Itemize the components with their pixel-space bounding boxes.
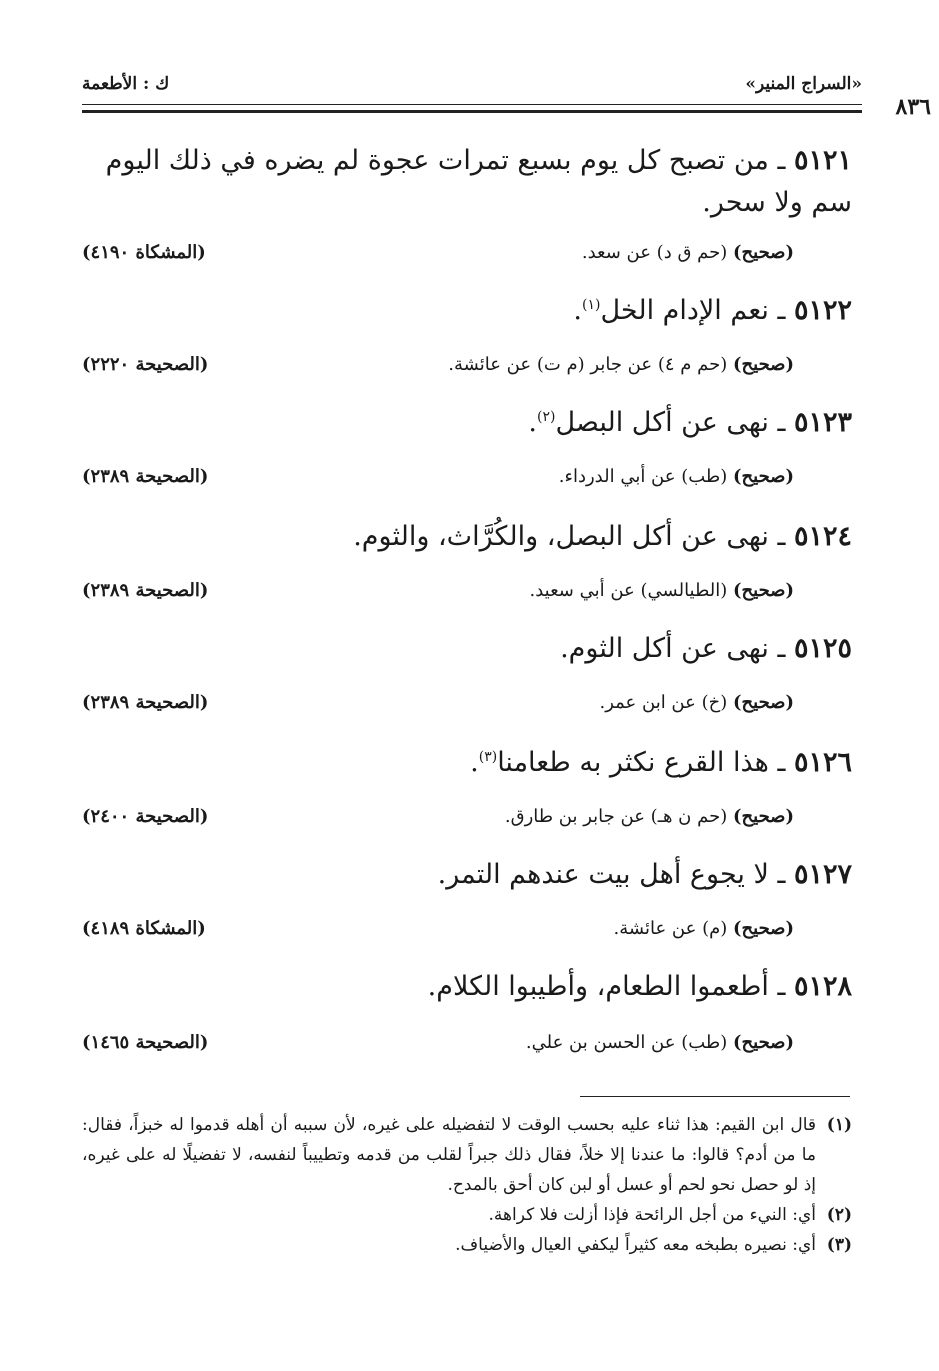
hadith-entry: ٥١٢٤ ـ نهى عن أكل البصل، والكُرَّاث، والثوم. [353,521,852,552]
chapter-title: ك : الأطعمة [82,74,170,94]
hadith-reference: (الصحيحة ٢٤٠٠) [82,806,209,827]
hadith-text: أطعموا الطعام، وأطيبوا الكلام. [427,971,769,1002]
hadith-entry: ٥١٢٦ ـ هذا القرع نكثر به طعامنا$^{(٣)}$. [470,747,852,778]
hadith-source: (صحيح) (طب) عن الحسن بن علي. [525,1032,794,1053]
hadith-source: (صحيح) (طب) عن أبي الدرداء. [558,466,794,487]
hadith-text: نهى عن أكل البصل [555,407,769,438]
hadith-text: نهى عن أكل الثوم. [560,633,769,664]
book-title: «السراج المنير» [745,74,862,94]
hadith-text: نعم الإدام الخل [600,295,769,326]
hadith-entry: ٥١٢٢ ـ نعم الإدام الخل$^{(١)}$. [573,295,852,326]
hadith-reference: (الصحيحة ٢٣٨٩) [82,692,209,713]
header-rule-thin [82,104,862,105]
hadith-entry: ٥١٢١ ـ من تصبح كل يوم بسبع تمرات عجوة لم يضره في ذلك اليوم سم ولا سحر. [105,145,852,218]
hadith-source: (صحيح) (حم ن هـ) عن جابر بن طارق. [504,806,794,827]
footnote [82,1110,852,1200]
hadith-text: نهى عن أكل البصل، والكُرَّاث، والثوم. [353,521,769,552]
hadith-entry: ٥١٢٧ ـ لا يجوع أهل بيت عندهم التمر. [437,859,852,890]
hadith-grade-row [82,354,794,384]
hadith-number: ٥١٢٦ [793,747,852,778]
hadith-entry: ٥١٢٨ ـ أطعموا الطعام، وأطيبوا الكلام. [427,971,852,1002]
footnotes [82,1110,852,1260]
hadith-text: من تصبح كل يوم بسبع تمرات عجوة لم يضره في ذلك اليوم سم ولا سحر. [105,145,852,218]
footnote-text: أي: النيء من أجل الرائحة فإذا أزلت فلا كراهة. [488,1205,816,1225]
hadith-grade-row [82,580,794,610]
hadith-reference: (الصحيحة ٢٣٨٩) [82,466,209,487]
hadith-number: ٥١٢٥ [793,633,852,664]
footnote-marker: (٢) [537,409,556,425]
hadith-number: ٥١٢٣ [793,407,852,438]
hadith-entry: ٥١٢٣ ـ نهى عن أكل البصل$^{(٢)}$. [528,407,852,438]
footnote-text: قال ابن القيم: هذا ثناء عليه بحسب الوقت لا لتفضيله على غيره، لأن سببه أن أهله قدموا له خبزاً، فقال: ما من أدم؟ قالوا: ما عندنا إلا خلاً، فقال ذلك جبراً لقلب من قدمه وتطييباً لنفسه، لا تفضيلًا له على غيره، إذ لو حصل نحو لحم أو عسل أو لبن كان أحق بالمدح. [82,1115,816,1195]
hadith-source: (صحيح) (م) عن عائشة. [613,918,794,939]
hadith-reference: (الصحيحة ١٤٦٥) [82,1032,209,1053]
hadith-grade-row [82,918,794,948]
running-header [82,74,862,100]
hadith-source: (صحيح) (الطيالسي) عن أبي سعيد. [529,580,794,601]
footnote-number: (٢) [826,1205,852,1225]
footnote [82,1200,852,1230]
footnote-number: (١) [826,1115,852,1135]
hadith-reference: (الصحيحة ٢٣٨٩) [82,580,209,601]
footnote-marker: (١) [582,297,601,313]
hadith-reference: (المشكاة ٤١٨٩) [82,918,206,939]
hadith-number: ٥١٢٤ [793,521,852,552]
hadith-reference: (الصحيحة ٢٢٢٠) [82,354,209,375]
footnote-marker: (٣) [478,749,498,765]
hadith-entry: ٥١٢٥ ـ نهى عن أكل الثوم. [560,633,852,664]
footnote-separator [580,1096,850,1097]
hadith-grade-row [82,806,794,836]
hadith-grade-row [82,466,794,496]
hadith-reference: (المشكاة ٤١٩٠) [82,242,206,263]
page-number: ٨٣٦ [895,94,931,120]
hadith-number: ٥١٢٧ [793,859,852,890]
hadith-number: ٥١٢٨ [793,971,852,1002]
hadith-source: (صحيح) (خ) عن ابن عمر. [599,692,794,713]
footnote-number: (٣) [826,1235,852,1255]
header-rule-thick [82,110,862,113]
hadith-grade-row [82,692,794,722]
footnote-text: أي: نصيره بطبخه معه كثيراً ليكفي العيال والأضياف. [455,1235,816,1255]
hadith-grade-row [82,1032,794,1062]
hadith-text: لا يجوع أهل بيت عندهم التمر. [437,859,769,890]
hadith-source: (صحيح) (حم ق د) عن سعد. [581,242,794,263]
hadith-number: ٥١٢١ [793,145,852,176]
hadith-source: (صحيح) (حم م ٤) عن جابر (م ت) عن عائشة. [448,354,794,375]
hadith-text: هذا القرع نكثر به طعامنا [497,747,769,778]
footnote [82,1230,852,1260]
hadith-grade-row [82,242,794,272]
hadith-number: ٥١٢٢ [793,295,852,326]
